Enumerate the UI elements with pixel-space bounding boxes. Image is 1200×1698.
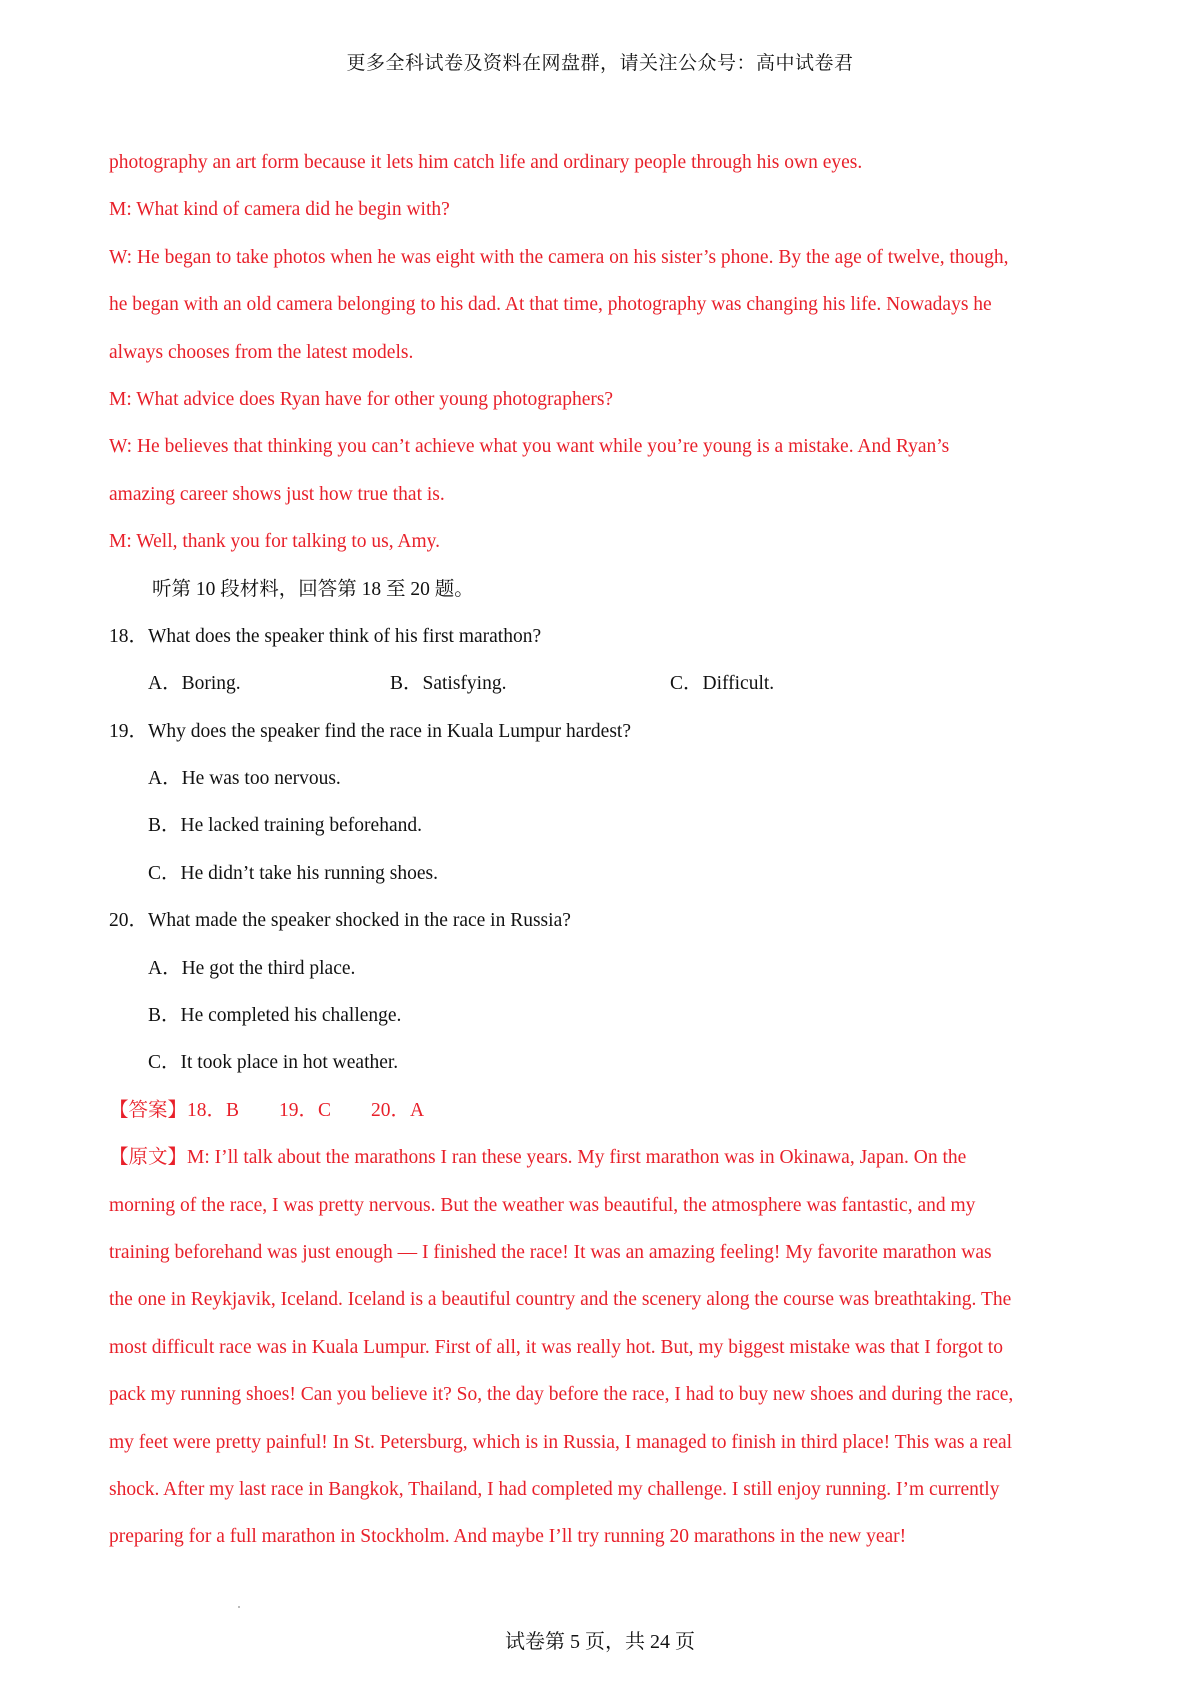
transcript-line: my feet were pretty painful! In St. Petersburg, which is in Russia, I managed to finish in third place! This was a real <box>109 1431 1013 1453</box>
document-body <box>109 148 1099 1570</box>
question-20-option-c: C．It took place in hot weather. <box>148 1052 399 1074</box>
dialogue-line: always chooses from the latest models. <box>109 341 414 363</box>
question-19-stem: 19．Why does the speaker find the race in Kuala Lumpur hardest? <box>109 720 631 742</box>
transcript-line: pack my running shoes! Can you believe it? So, the day before the race, I had to buy new shoes and during the race, <box>109 1384 1014 1406</box>
transcript-line: morning of the race, I was pretty nervous. But the weather was beautiful, the atmosphere was fantastic, and my <box>109 1194 976 1216</box>
question-18-option-b: B．Satisfying. <box>390 673 507 695</box>
question-18-option-c: C．Difficult. <box>670 673 775 695</box>
answer-label: 【答案】 <box>109 1099 188 1121</box>
transcript-line <box>109 1143 1099 1190</box>
answer-19: 19．C <box>279 1099 332 1121</box>
question-18-option-a: A．Boring. <box>148 673 241 695</box>
scan-speck <box>238 1606 240 1608</box>
transcript-text: M: I’ll talk about the marathons I ran these years. My first marathon was in Okinawa, Japan. On the <box>187 1147 967 1169</box>
question-18-stem: 18．What does the speaker think of his first marathon? <box>109 625 542 647</box>
answer-18: 18．B <box>187 1099 240 1121</box>
question-19-option-a: A．He was too nervous. <box>148 768 341 790</box>
transcript-line: most difficult race was in Kuala Lumpur. First of all, it was really hot. But, my biggest mistake was that I forgot to <box>109 1336 1003 1358</box>
answer-line <box>109 1096 1099 1143</box>
question-20-stem: 20．What made the speaker shocked in the race in Russia? <box>109 910 571 932</box>
question-19-option-b: B．He lacked training beforehand. <box>148 815 422 837</box>
section-intro: 听第 10 段材料，回答第 18 至 20 题。 <box>152 578 474 600</box>
dialogue-line: he began with an old camera belonging to his dad. At that time, photography was changing his life. Nowadays he <box>109 294 992 316</box>
page-header: 更多全科试卷及资料在网盘群，请关注公众号：高中试卷君 <box>346 53 854 74</box>
question-18-options <box>109 669 1099 716</box>
question-19-option-c: C．He didn’t take his running shoes. <box>148 862 438 884</box>
dialogue-line: W: He believes that thinking you can’t achieve what you want while you’re young is a mistake. And Ryan’s <box>109 436 950 458</box>
page-footer: 试卷第 5 页，共 24 页 <box>505 1631 695 1653</box>
dialogue-line: photography an art form because it lets him catch life and ordinary people through his own eyes. <box>109 152 863 173</box>
dialogue-line: M: What advice does Ryan have for other young photographers? <box>109 388 614 410</box>
dialogue-line: amazing career shows just how true that is. <box>109 483 445 505</box>
question-20-option-b: B．He completed his challenge. <box>148 1005 402 1027</box>
transcript-line: shock. After my last race in Bangkok, Thailand, I had completed my challenge. I still enjoy running. I’m currently <box>109 1478 1000 1500</box>
transcript-line: preparing for a full marathon in Stockholm. And maybe I’ll try running 20 marathons in the new year! <box>109 1526 907 1548</box>
dialogue-line: W: He began to take photos when he was eight with the camera on his sister’s phone. By the age of twelve, though, <box>109 246 1009 268</box>
dialogue-line: M: Well, thank you for talking to us, Amy. <box>109 531 440 553</box>
transcript-line: training beforehand was just enough — I finished the race! It was an amazing feeling! My favorite marathon was <box>109 1241 992 1263</box>
transcript-label: 【原文】 <box>109 1147 188 1169</box>
answer-20: 20．A <box>371 1099 425 1121</box>
transcript-line: the one in Reykjavik, Iceland. Iceland is a beautiful country and the scenery along the course was breathtaking. The <box>109 1289 1012 1311</box>
question-20-option-a: A．He got the third place. <box>148 957 356 979</box>
dialogue-line: M: What kind of camera did he begin with? <box>109 199 450 221</box>
